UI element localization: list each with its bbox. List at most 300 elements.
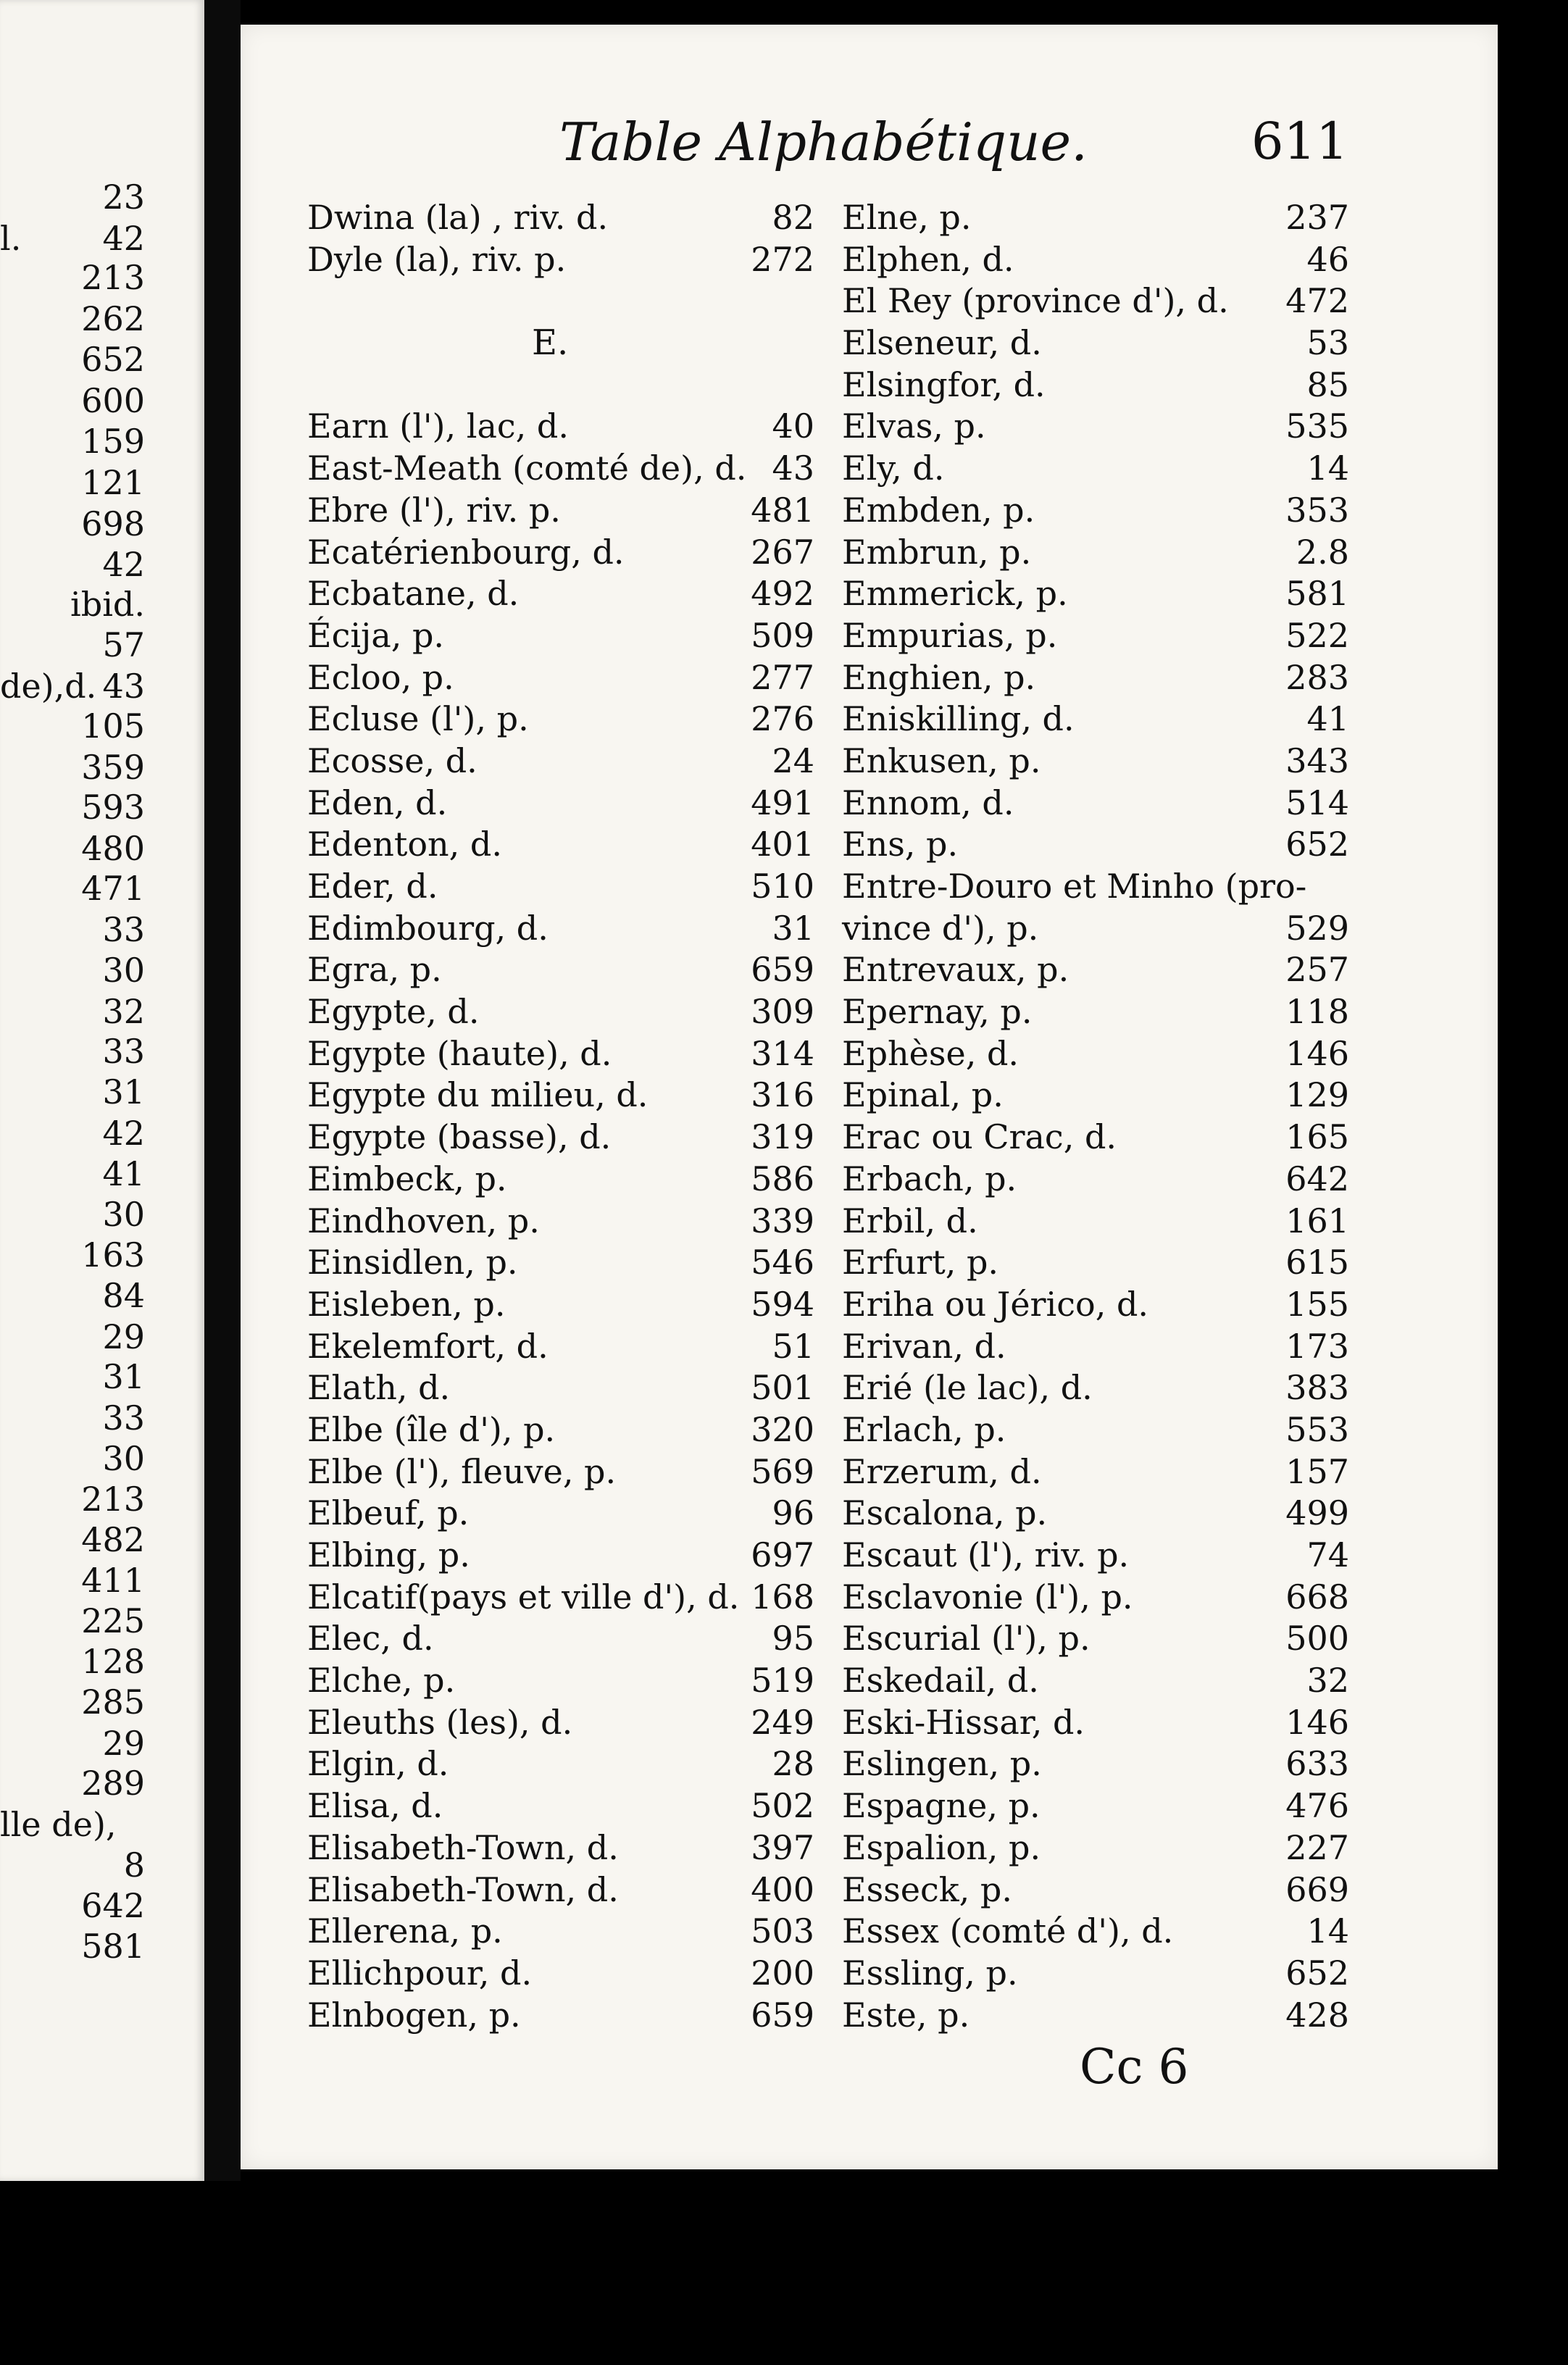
entry-name: Erié (le lac), d. (842, 1368, 1093, 1408)
left-page-number: 30 (102, 951, 145, 990)
entry-name: Edenton, d. (307, 825, 502, 864)
index-entry (842, 1618, 1349, 1660)
entry-page-number: 519 (751, 1661, 814, 1701)
entry-page-number: 659 (751, 1995, 814, 2035)
entry-page-number: 472 (1285, 281, 1349, 321)
index-entry (307, 1785, 814, 1827)
index-entry (307, 1451, 814, 1493)
index-entry (307, 573, 814, 615)
entry-page-number: 503 (751, 1911, 814, 1951)
index-entry (842, 908, 1349, 950)
entry-name: Elisabeth-Town, d. (307, 1869, 619, 1909)
index-entry (307, 1743, 814, 1785)
entry-page-number: 161 (1285, 1201, 1349, 1240)
index-entry (842, 1075, 1349, 1117)
left-page-number: 600 (81, 381, 145, 420)
left-page-number: 480 (81, 829, 145, 868)
entry-name: Elseneur, d. (842, 323, 1042, 363)
left-page-line (0, 505, 145, 543)
index-entry (842, 1827, 1349, 1869)
entry-name: Eriha ou Jérico, d. (842, 1284, 1149, 1324)
entry-page-number: 500 (1285, 1619, 1349, 1659)
entry-name: Elne, p. (842, 198, 972, 237)
entry-page-number: 476 (1285, 1786, 1349, 1826)
entry-page-number: 339 (751, 1201, 814, 1240)
entry-page-number: 668 (1285, 1577, 1349, 1617)
entry-name: Erzerum, d. (842, 1451, 1042, 1491)
entry-name: Elgin, d. (307, 1744, 449, 1784)
left-page-line (0, 1602, 145, 1640)
left-page-text: lle de), (0, 1805, 117, 1844)
entry-name: Ellichpour, d. (307, 1953, 533, 1993)
index-entry (307, 824, 814, 866)
entry-page-number: 546 (751, 1243, 814, 1282)
index-entry (307, 280, 814, 322)
entry-page-number: 594 (751, 1284, 814, 1324)
entry-page-number: 96 (772, 1493, 814, 1533)
index-entry (842, 1785, 1349, 1827)
left-page-number: 593 (81, 788, 145, 827)
left-page-line (0, 1073, 145, 1111)
index-entry (842, 1953, 1349, 1995)
entry-page-number: 383 (1285, 1368, 1349, 1408)
left-page-number: 289 (81, 1764, 145, 1803)
index-page (241, 25, 1498, 2169)
entry-page-number: 343 (1285, 741, 1349, 780)
index-entry (842, 532, 1349, 574)
left-page-line (0, 1561, 145, 1599)
left-page-number: 41 (102, 1154, 145, 1193)
left-page-text: de),d. (0, 667, 97, 706)
entry-name: Erbil, d. (842, 1201, 978, 1240)
entry-name: Eimbeck, p. (307, 1159, 507, 1198)
entry-name: Essex (comté d'), d. (842, 1911, 1174, 1951)
entry-page-number: 314 (751, 1033, 814, 1073)
entry-name: Eskedail, d. (842, 1661, 1039, 1701)
entry-name: Enghien, p. (842, 657, 1036, 697)
entry-name: Ecatérienbourg, d. (307, 532, 625, 572)
entry-name: Egypte (haute), d. (307, 1033, 612, 1073)
entry-name: Eindhoven, p. (307, 1201, 540, 1240)
entry-name: Einsidlen, p. (307, 1243, 518, 1282)
entry-page-number: 669 (1285, 1869, 1349, 1909)
entry-page-number: 652 (1285, 825, 1349, 864)
page-number: 611 (1251, 112, 1348, 171)
entry-name: Edimbourg, d. (307, 908, 549, 948)
entry-page-number: 283 (1285, 657, 1349, 697)
index-entry (307, 1869, 814, 1911)
index-entry (842, 1117, 1349, 1159)
index-entry (842, 490, 1349, 532)
entry-name: Egypte du milieu, d. (307, 1075, 649, 1115)
entry-name: Egypte (basse), d. (307, 1117, 612, 1157)
entry-page-number: 46 (1306, 239, 1349, 279)
entry-page-number: 249 (751, 1702, 814, 1742)
page-title: Table Alphabétique. (559, 112, 1088, 172)
entry-name: Eslingen, p. (842, 1744, 1042, 1784)
left-page-number: 29 (102, 1317, 145, 1356)
entry-page-number: 267 (751, 532, 814, 572)
left-page-number: 262 (81, 299, 145, 338)
left-page-number: 581 (81, 1927, 145, 1966)
index-entry (307, 949, 814, 991)
left-page-number: 42 (102, 545, 145, 584)
left-page-line (0, 748, 145, 786)
left-page-line (0, 993, 145, 1030)
index-entry (307, 1159, 814, 1201)
entry-name: vince d'), p. (842, 908, 1039, 948)
entry-name: Elbe (l'), fleuve, p. (307, 1451, 617, 1491)
left-page-line (0, 1114, 145, 1152)
index-entry (842, 448, 1349, 490)
left-page-line (0, 1277, 145, 1314)
entry-page-number: 95 (772, 1619, 814, 1659)
left-page-line (0, 1440, 145, 1477)
left-page-number: 42 (102, 219, 145, 258)
entry-page-number: 642 (1285, 1159, 1349, 1198)
entry-page-number: 586 (751, 1159, 814, 1198)
entry-name: East-Meath (comté de), d. (307, 449, 747, 488)
index-entry (307, 908, 814, 950)
left-page-number: 642 (81, 1886, 145, 1925)
entry-page-number: 353 (1285, 490, 1349, 530)
left-page-number: 42 (102, 1114, 145, 1153)
index-entry (842, 949, 1349, 991)
index-entry (842, 824, 1349, 866)
entry-page-number: 501 (751, 1368, 814, 1408)
index-entry (307, 197, 814, 239)
index-entry (307, 406, 814, 448)
index-entry (307, 1033, 814, 1075)
left-page-line (0, 300, 145, 338)
entry-name: Ebre (l'), riv. p. (307, 490, 561, 530)
entry-page-number: 319 (751, 1117, 814, 1157)
left-page-line (0, 869, 145, 907)
entry-name: Empurias, p. (842, 615, 1058, 655)
entry-page-number: 200 (751, 1953, 814, 1993)
index-entry (307, 615, 814, 657)
left-page-number: 33 (102, 1398, 145, 1438)
entry-name: Ens, p. (842, 825, 959, 864)
index-entry (307, 490, 814, 532)
left-page-number: 213 (81, 258, 145, 297)
index-entry (307, 1953, 814, 1995)
index-entry (307, 1326, 814, 1368)
index-entry (307, 1201, 814, 1243)
index-entry (842, 991, 1349, 1033)
index-entry (307, 1995, 814, 2037)
index-entry (842, 406, 1349, 448)
entry-page-number: 31 (772, 908, 814, 948)
entry-name: Eden, d. (307, 783, 448, 822)
index-entry (307, 783, 814, 825)
entry-name: Elisa, d. (307, 1786, 443, 1826)
entry-name: Enkusen, p. (842, 741, 1041, 780)
index-entry (307, 532, 814, 574)
entry-name: Elisabeth-Town, d. (307, 1827, 619, 1867)
entry-name: Ephèse, d. (842, 1033, 1019, 1073)
left-page-number: 33 (102, 910, 145, 949)
left-page-number: 411 (81, 1561, 145, 1600)
entry-page-number: 428 (1285, 1995, 1349, 2035)
entry-name: Elath, d. (307, 1368, 451, 1408)
index-entry (307, 1075, 814, 1117)
left-page-line (0, 1318, 145, 1356)
left-page-number: 698 (81, 504, 145, 543)
index-entry (842, 1409, 1349, 1451)
index-entry (307, 741, 814, 783)
entry-page-number: 502 (751, 1786, 814, 1826)
entry-name: Epernay, p. (842, 992, 1033, 1032)
entry-name: Eder, d. (307, 867, 438, 906)
left-page-line (0, 1196, 145, 1233)
left-page-number: 482 (81, 1520, 145, 1559)
index-entry (307, 1284, 814, 1326)
index-entry (307, 1702, 814, 1744)
entry-page-number: 14 (1306, 1911, 1349, 1951)
left-page-line (0, 341, 145, 378)
left-page-number: 43 (102, 667, 145, 706)
entry-name: El Rey (province d'), d. (842, 281, 1229, 321)
left-page-number: 213 (81, 1480, 145, 1519)
index-entry (842, 1493, 1349, 1535)
book-spine (204, 0, 241, 2181)
entry-name: Dyle (la), riv. p. (307, 239, 567, 279)
index-entry (307, 1535, 814, 1577)
index-entry (842, 1201, 1349, 1243)
index-entry (842, 866, 1349, 908)
entry-name: Entre-Douro et Minho (pro- (842, 867, 1307, 906)
index-entry (842, 1702, 1349, 1744)
section-letter-heading (307, 322, 814, 364)
left-page-number: 285 (81, 1682, 145, 1722)
previous-page-fragment (0, 0, 204, 2181)
index-entry (307, 991, 814, 1033)
entry-page-number: 51 (772, 1326, 814, 1366)
entry-page-number: 492 (751, 574, 814, 614)
entry-page-number: 522 (1285, 615, 1349, 655)
entry-name: Ekelemfort, d. (307, 1326, 549, 1366)
entry-page-number: 155 (1285, 1284, 1349, 1324)
entry-name: Erbach, p. (842, 1159, 1017, 1198)
index-entry (307, 866, 814, 908)
entry-name: Esseck, p. (842, 1869, 1012, 1909)
entry-page-number: 85 (1306, 364, 1349, 404)
entry-page-number: 535 (1285, 406, 1349, 446)
entry-name: Egypte, d. (307, 992, 480, 1032)
entry-name: Este, p. (842, 1995, 970, 2035)
left-page-line (0, 178, 145, 216)
entry-page-number: 276 (751, 699, 814, 739)
entry-name: Escurial (l'), p. (842, 1619, 1090, 1659)
index-entry (842, 1451, 1349, 1493)
left-page-number: 163 (81, 1235, 145, 1275)
entry-name: Eleuths (les), d. (307, 1702, 573, 1742)
index-entry (842, 322, 1349, 364)
index-entry (307, 1493, 814, 1535)
left-page-line (0, 1521, 145, 1559)
left-page-line (0, 1887, 145, 1924)
entry-page-number: 659 (751, 950, 814, 990)
entry-page-number: 28 (772, 1744, 814, 1784)
left-page-number: 31 (102, 1072, 145, 1111)
index-entry (842, 1743, 1349, 1785)
entry-page-number: 510 (751, 867, 814, 906)
entry-page-number: 24 (772, 741, 814, 780)
left-page-line (0, 1724, 145, 1762)
entry-page-number: 157 (1285, 1451, 1349, 1491)
index-entry (307, 1409, 814, 1451)
entry-page-number: 43 (772, 449, 814, 488)
index-entry (307, 698, 814, 741)
left-page-number: 32 (102, 992, 145, 1031)
index-entry (842, 573, 1349, 615)
entry-name: Espalion, p. (842, 1827, 1041, 1867)
index-entry (842, 783, 1349, 825)
left-page-line (0, 667, 145, 705)
entry-name: Escalona, p. (842, 1493, 1048, 1533)
entry-name: Elbe (île d'), p. (307, 1409, 556, 1449)
entry-name: Emmerick, p. (842, 574, 1068, 614)
entry-name: Ellerena, p. (307, 1911, 503, 1951)
index-entry (307, 1367, 814, 1409)
index-entry (842, 1535, 1349, 1577)
left-page-line (0, 1155, 145, 1193)
entry-name: E. (532, 322, 569, 364)
left-page-line (0, 788, 145, 826)
entry-page-number: 118 (1285, 992, 1349, 1032)
entry-page-number: 2.8 (1296, 532, 1349, 572)
entry-name: Erivan, d. (842, 1326, 1006, 1366)
index-entry (842, 1159, 1349, 1201)
entry-name: Elnbogen, p. (307, 1995, 521, 2035)
entry-name: Erfurt, p. (842, 1243, 999, 1282)
left-page-line (0, 464, 145, 501)
entry-page-number: 129 (1285, 1075, 1349, 1115)
entry-page-number: 237 (1285, 198, 1349, 237)
entry-name: Espagne, p. (842, 1786, 1041, 1826)
left-page-line (0, 220, 145, 257)
left-page-line (0, 546, 145, 583)
entry-page-number: 53 (1306, 323, 1349, 363)
left-page-line (0, 1358, 145, 1396)
index-entry (842, 1577, 1349, 1619)
index-entry (842, 1995, 1349, 2037)
entry-page-number: 82 (772, 198, 814, 237)
left-page-number: 159 (81, 422, 145, 461)
entry-page-number: 32 (1306, 1661, 1349, 1701)
entry-page-number: 581 (1285, 574, 1349, 614)
entry-name: Eski-Hissar, d. (842, 1702, 1085, 1742)
left-page-line (0, 1806, 145, 1843)
entry-page-number: 491 (751, 783, 814, 822)
entry-name: Erac ou Crac, d. (842, 1117, 1117, 1157)
entry-name: Eniskilling, d. (842, 699, 1075, 739)
entry-name: Elbeuf, p. (307, 1493, 470, 1533)
left-page-number: 30 (102, 1195, 145, 1234)
entry-page-number: 168 (751, 1577, 814, 1617)
index-entry (842, 197, 1349, 239)
index-column-left (307, 197, 814, 2036)
entry-name: Escaut (l'), riv. p. (842, 1535, 1130, 1574)
entry-name: Elche, p. (307, 1661, 456, 1701)
left-page-number: 471 (81, 869, 145, 908)
entry-name: Ecosse, d. (307, 741, 478, 780)
left-page-number: 84 (102, 1276, 145, 1315)
entry-page-number: 509 (751, 615, 814, 655)
index-entry (842, 1284, 1349, 1326)
entry-name: Ecluse (l'), p. (307, 699, 529, 739)
entry-name: Elbing, p. (307, 1535, 470, 1574)
index-entry (842, 364, 1349, 406)
left-page-number: 359 (81, 748, 145, 787)
left-page-number: 29 (102, 1724, 145, 1763)
left-page-number: 33 (102, 1032, 145, 1071)
index-entry (307, 1577, 814, 1619)
left-page-line (0, 626, 145, 664)
entry-page-number: 514 (1285, 783, 1349, 822)
entry-name: Erlach, p. (842, 1409, 1006, 1449)
entry-page-number: 529 (1285, 908, 1349, 948)
entry-page-number: 277 (751, 657, 814, 697)
index-entry (307, 1618, 814, 1660)
entry-name: Earn (l'), lac, d. (307, 406, 569, 446)
entry-name: Eisleben, p. (307, 1284, 506, 1324)
left-page-line (0, 830, 145, 867)
left-page-line (0, 259, 145, 296)
left-page-number: 652 (81, 340, 145, 379)
left-page-line (0, 1399, 145, 1437)
entry-name: Ecloo, p. (307, 657, 454, 697)
entry-page-number: 697 (751, 1535, 814, 1574)
signature-mark: Cc 6 (1080, 2039, 1189, 2095)
entry-page-number: 146 (1285, 1702, 1349, 1742)
entry-page-number: 41 (1306, 699, 1349, 739)
index-entry (307, 364, 814, 406)
index-entry (307, 657, 814, 699)
index-entry (842, 657, 1349, 699)
entry-name: Elsingfor, d. (842, 364, 1046, 404)
left-page-line (0, 422, 145, 460)
left-page-line (0, 1643, 145, 1680)
left-page-text: l. (0, 219, 22, 258)
entry-page-number: 615 (1285, 1243, 1349, 1282)
left-page-line (0, 1236, 145, 1274)
left-page-number: ibid. (70, 585, 145, 624)
entry-name: Entrevaux, p. (842, 950, 1069, 990)
left-page-line (0, 1683, 145, 1721)
index-entry (842, 239, 1349, 281)
entry-page-number: 481 (751, 490, 814, 530)
entry-name: Ely, d. (842, 449, 945, 488)
left-page-line (0, 1480, 145, 1518)
entry-name: Essling, p. (842, 1953, 1018, 1993)
entry-page-number: 14 (1306, 449, 1349, 488)
index-entry (842, 1326, 1349, 1368)
index-entry (842, 698, 1349, 741)
entry-name: Elcatif(pays et ville d'), d. (307, 1577, 740, 1617)
index-entry (842, 615, 1349, 657)
left-page-number: 31 (102, 1357, 145, 1396)
entry-name: Elphen, d. (842, 239, 1014, 279)
left-page-number: 121 (81, 463, 145, 502)
entry-page-number: 652 (1285, 1953, 1349, 1993)
entry-name: Esclavonie (l'), p. (842, 1577, 1133, 1617)
index-entry (842, 1367, 1349, 1409)
entry-name: Ecbatane, d. (307, 574, 520, 614)
entry-page-number: 553 (1285, 1409, 1349, 1449)
left-page-number: 128 (81, 1642, 145, 1681)
